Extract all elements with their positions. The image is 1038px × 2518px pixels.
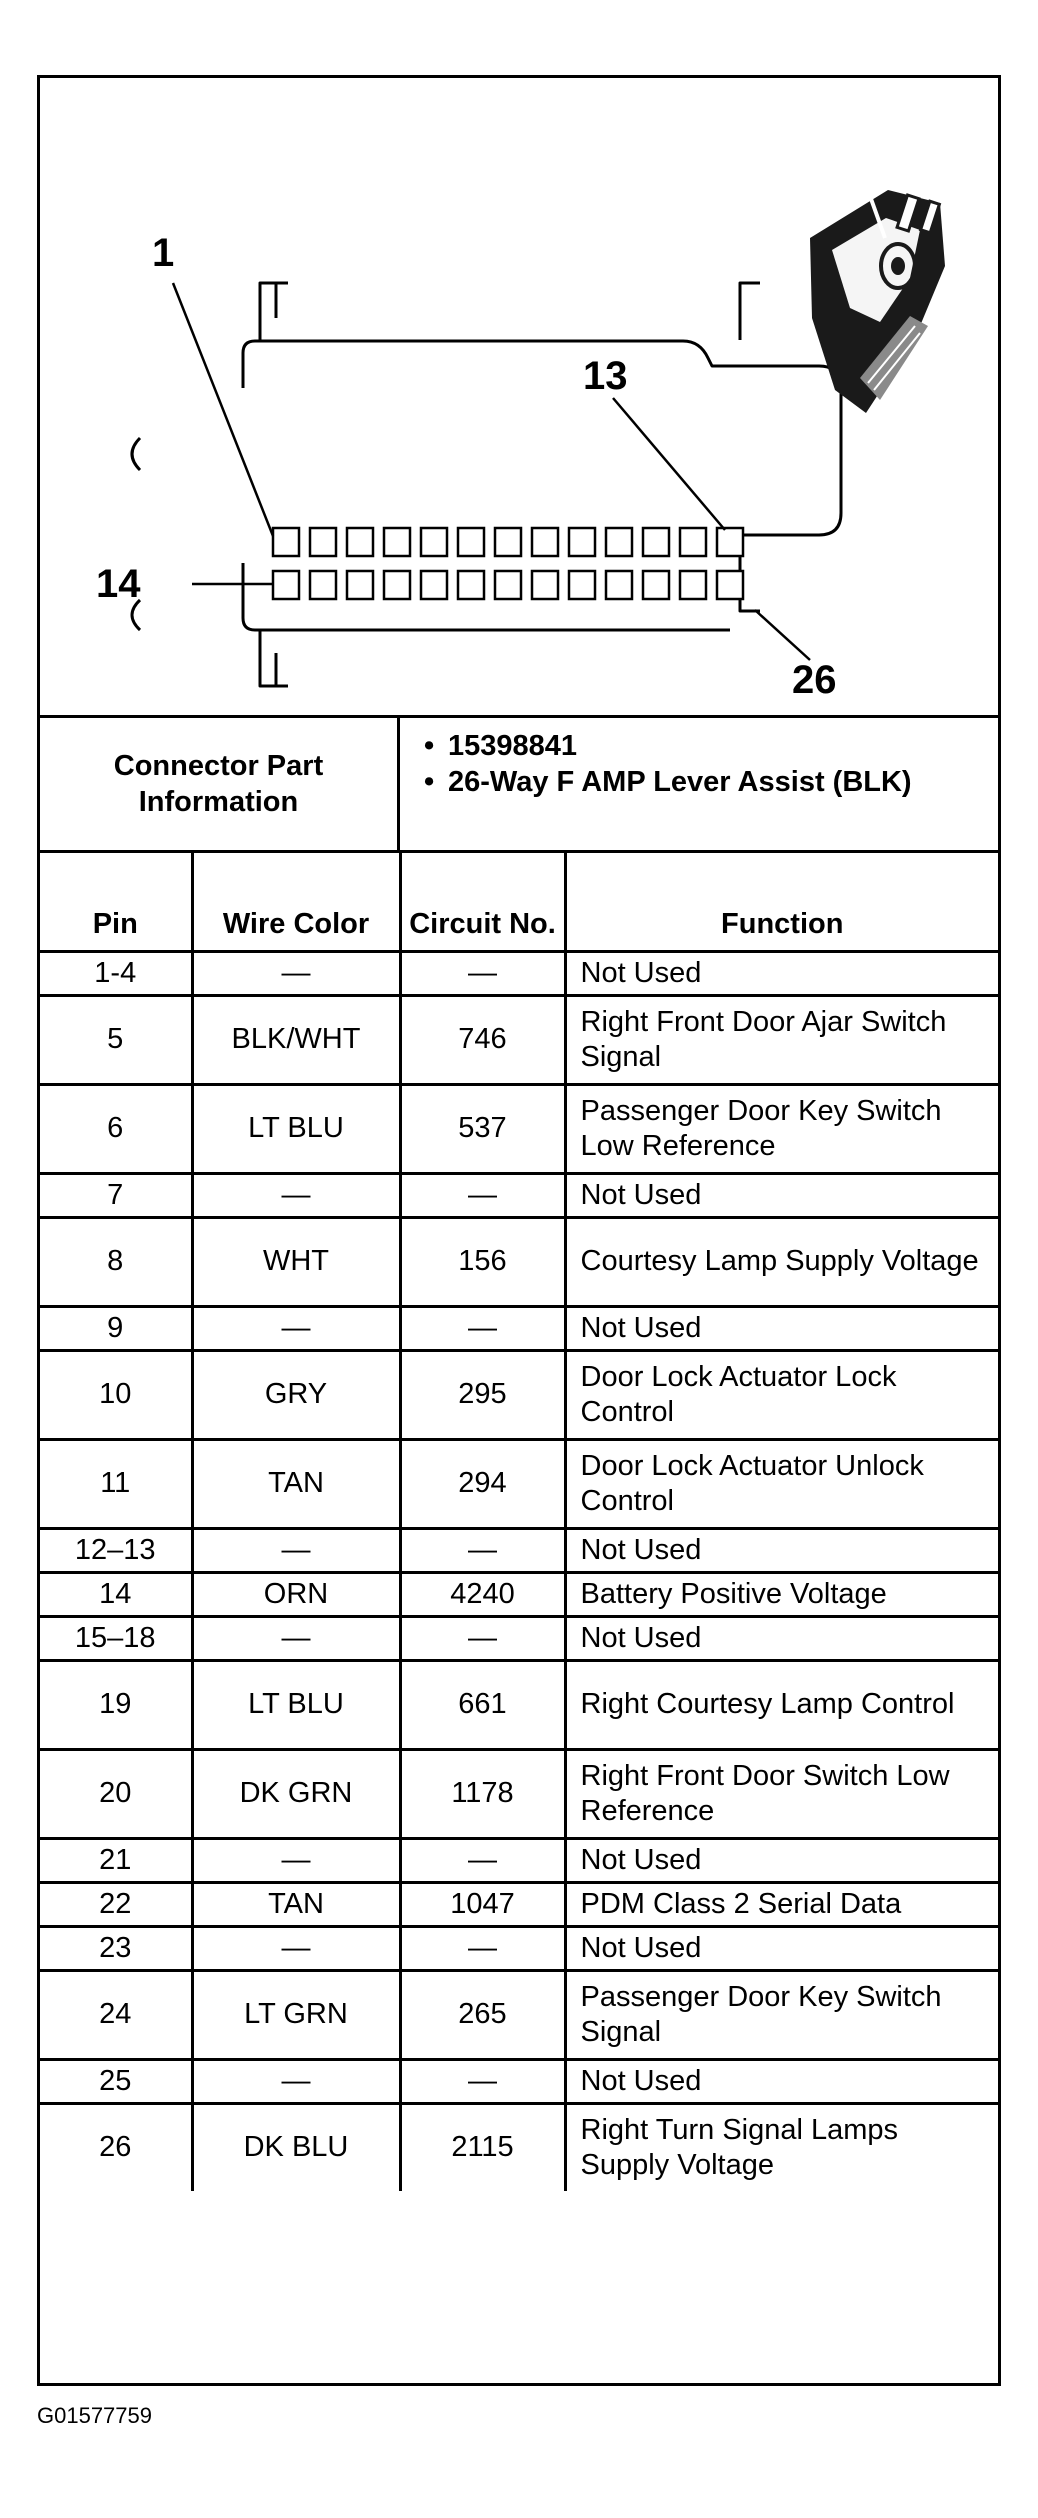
wire-color-cell: LT BLU xyxy=(192,1660,400,1749)
wire-color-cell: — xyxy=(192,2059,400,2103)
circuit-number-cell: 1047 xyxy=(400,1882,565,1926)
table-row xyxy=(40,1838,998,1882)
pin-cavity xyxy=(569,571,595,599)
circuit-number-cell: — xyxy=(400,2059,565,2103)
connector-face-drawing xyxy=(40,78,998,718)
circuit-number-cell: — xyxy=(400,1616,565,1660)
circuit-number-cell: 156 xyxy=(400,1217,565,1306)
wire-color-cell: TAN xyxy=(192,1439,400,1528)
pin-cavity xyxy=(273,571,299,599)
pin-cavity-grid xyxy=(273,528,743,599)
circuit-number-cell: — xyxy=(400,1926,565,1970)
pin-cell: 8 xyxy=(40,1217,192,1306)
connector-info-values xyxy=(400,718,998,850)
circuit-number-cell: — xyxy=(400,1528,565,1572)
function-cell: Courtesy Lamp Supply Voltage xyxy=(565,1217,998,1306)
pin-cavity xyxy=(532,571,558,599)
function-cell: Right Courtesy Lamp Control xyxy=(565,1660,998,1749)
header-pin: Pin xyxy=(40,853,192,951)
pin-cell: 6 xyxy=(40,1084,192,1173)
pin-cavity xyxy=(384,528,410,556)
connector-diagram xyxy=(40,78,998,718)
circuit-number-cell: — xyxy=(400,951,565,995)
circuit-number-cell: — xyxy=(400,1838,565,1882)
connector-illustration xyxy=(810,190,945,413)
table-row xyxy=(40,1749,998,1838)
pin-cavity xyxy=(606,528,632,556)
table-row xyxy=(40,1217,998,1306)
leader-pin-1 xyxy=(173,283,273,536)
pin-cavity xyxy=(384,571,410,599)
circuit-number-cell: 746 xyxy=(400,995,565,1084)
table-row xyxy=(40,1926,998,1970)
function-cell: Not Used xyxy=(565,2059,998,2103)
pin-cavity xyxy=(680,528,706,556)
wire-color-cell: — xyxy=(192,951,400,995)
wire-color-cell: WHT xyxy=(192,1217,400,1306)
function-cell: Battery Positive Voltage xyxy=(565,1572,998,1616)
wire-color-cell: LT BLU xyxy=(192,1084,400,1173)
pin-cell: 15–18 xyxy=(40,1616,192,1660)
function-cell: Not Used xyxy=(565,951,998,995)
pin-cell: 14 xyxy=(40,1572,192,1616)
table-row xyxy=(40,995,998,1084)
circuit-number-cell: — xyxy=(400,1173,565,1217)
leader-pin-13 xyxy=(613,398,725,530)
table-row xyxy=(40,1084,998,1173)
table-row xyxy=(40,2059,998,2103)
pin-cell: 26 xyxy=(40,2103,192,2191)
connector-part-number: • 15398841 xyxy=(420,728,978,764)
pin-cell: 7 xyxy=(40,1173,192,1217)
wire-color-cell: DK GRN xyxy=(192,1749,400,1838)
callout-pin-13: 13 xyxy=(583,354,628,398)
pin-cell: 5 xyxy=(40,995,192,1084)
connector-description: • 26-Way F AMP Lever Assist (BLK) xyxy=(420,764,978,800)
wire-color-cell: — xyxy=(192,1838,400,1882)
wire-color-cell: DK BLU xyxy=(192,2103,400,2191)
pin-cavity xyxy=(421,571,447,599)
pin-rows xyxy=(40,951,998,2191)
pin-cell: 11 xyxy=(40,1439,192,1528)
pin-cavity xyxy=(717,571,743,599)
pin-cavity xyxy=(643,528,669,556)
table-row xyxy=(40,1528,998,1572)
figure-code: G01577759 xyxy=(37,2403,152,2428)
pin-cell: 1-4 xyxy=(40,951,192,995)
circuit-number-cell: 295 xyxy=(400,1350,565,1439)
callout-pin-1: 1 xyxy=(152,231,175,275)
function-cell: Passenger Door Key Switch Low Reference xyxy=(565,1084,998,1173)
pin-cavity xyxy=(680,571,706,599)
pin-cavity xyxy=(717,528,743,556)
pin-cell: 23 xyxy=(40,1926,192,1970)
circuit-number-cell: 265 xyxy=(400,1970,565,2059)
pin-cell: 20 xyxy=(40,1749,192,1838)
function-cell: Not Used xyxy=(565,1616,998,1660)
function-cell: PDM Class 2 Serial Data xyxy=(565,1882,998,1926)
function-cell: Passenger Door Key Switch Signal xyxy=(565,1970,998,2059)
function-cell: Not Used xyxy=(565,1173,998,1217)
header-function: Function xyxy=(565,853,998,951)
circuit-number-cell: 294 xyxy=(400,1439,565,1528)
circuit-number-cell: — xyxy=(400,1306,565,1350)
pin-cavity xyxy=(273,528,299,556)
leader-pin-26 xyxy=(755,610,810,660)
pin-cavity xyxy=(458,528,484,556)
pin-function-table xyxy=(40,853,998,2191)
function-cell: Right Front Door Ajar Switch Signal xyxy=(565,995,998,1084)
circuit-number-cell: 4240 xyxy=(400,1572,565,1616)
table-row xyxy=(40,2103,998,2191)
wire-color-cell: ORN xyxy=(192,1572,400,1616)
callout-pin-26: 26 xyxy=(792,658,837,702)
pin-cavity xyxy=(310,571,336,599)
callout-pin-14: 14 xyxy=(96,562,141,606)
wire-color-cell: BLK/WHT xyxy=(192,995,400,1084)
pin-cavity xyxy=(458,571,484,599)
function-cell: Not Used xyxy=(565,1528,998,1572)
pin-cavity xyxy=(569,528,595,556)
table-row xyxy=(40,951,998,995)
table-row xyxy=(40,1970,998,2059)
pin-cavity xyxy=(532,528,558,556)
header-wire-color: Wire Color xyxy=(192,853,400,951)
pin-cavity xyxy=(643,571,669,599)
pin-cell: 10 xyxy=(40,1350,192,1439)
connector-part-information xyxy=(40,718,998,853)
function-cell: Not Used xyxy=(565,1926,998,1970)
wire-color-cell: LT GRN xyxy=(192,1970,400,2059)
table-row xyxy=(40,1882,998,1926)
function-cell: Right Turn Signal Lamps Supply Voltage xyxy=(565,2103,998,2191)
pin-cavity xyxy=(310,528,336,556)
table-header-row xyxy=(40,853,998,951)
pin-cavity xyxy=(606,571,632,599)
function-cell: Not Used xyxy=(565,1838,998,1882)
pin-cell: 22 xyxy=(40,1882,192,1926)
table-row xyxy=(40,1306,998,1350)
function-cell: Right Front Door Switch Low Reference xyxy=(565,1749,998,1838)
table-row xyxy=(40,1173,998,1217)
function-cell: Door Lock Actuator Unlock Control xyxy=(565,1439,998,1528)
circuit-number-cell: 661 xyxy=(400,1660,565,1749)
wire-color-cell: TAN xyxy=(192,1882,400,1926)
pin-cell: 12–13 xyxy=(40,1528,192,1572)
connector-sheet xyxy=(37,75,1001,2386)
table-row xyxy=(40,1572,998,1616)
wire-color-cell: — xyxy=(192,1173,400,1217)
function-cell: Not Used xyxy=(565,1306,998,1350)
circuit-number-cell: 2115 xyxy=(400,2103,565,2191)
table-row xyxy=(40,1439,998,1528)
pin-cavity xyxy=(347,528,373,556)
wire-color-cell: GRY xyxy=(192,1350,400,1439)
pin-cavity xyxy=(495,528,521,556)
wire-color-cell: — xyxy=(192,1616,400,1660)
table-row xyxy=(40,1616,998,1660)
circuit-number-cell: 537 xyxy=(400,1084,565,1173)
pin-cavity xyxy=(347,571,373,599)
pin-cavity xyxy=(495,571,521,599)
table-row xyxy=(40,1350,998,1439)
wire-color-cell: — xyxy=(192,1926,400,1970)
wire-color-cell: — xyxy=(192,1528,400,1572)
connector-info-label: Connector Part Information xyxy=(40,718,400,850)
pin-cell: 25 xyxy=(40,2059,192,2103)
pin-cell: 9 xyxy=(40,1306,192,1350)
pin-cavity xyxy=(421,528,447,556)
pin-cell: 24 xyxy=(40,1970,192,2059)
wire-color-cell: — xyxy=(192,1306,400,1350)
table-row xyxy=(40,1660,998,1749)
function-cell: Door Lock Actuator Lock Control xyxy=(565,1350,998,1439)
pin-cell: 21 xyxy=(40,1838,192,1882)
circuit-number-cell: 1178 xyxy=(400,1749,565,1838)
pin-cell: 19 xyxy=(40,1660,192,1749)
connector-housing-outline xyxy=(132,283,841,686)
header-circuit-no: Circuit No. xyxy=(400,853,565,951)
